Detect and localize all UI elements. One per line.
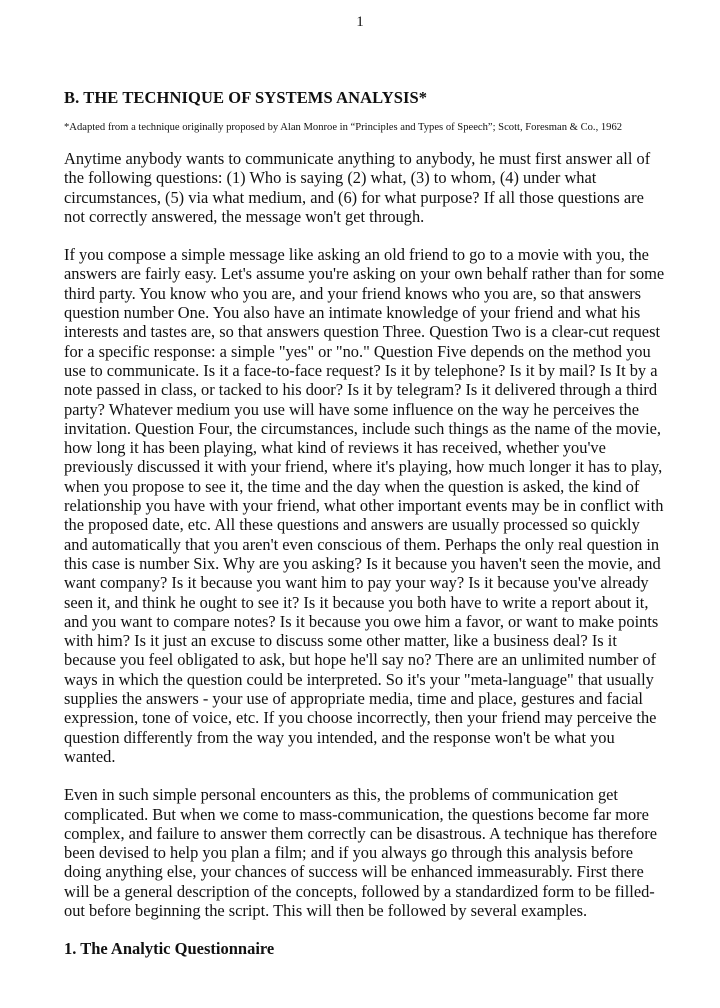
page-number: 1 <box>356 14 364 30</box>
paragraph-intro: Anytime anybody wants to communicate anything to anybody, he must first answer all of the following questions: (1) Who is saying (2) what, (3) to whom, (4) under what circumstances, (5) via what medium, and (6) for what purpose? If all those questions are not correctly answered, the message won't get through. <box>64 149 651 226</box>
footnote: *Adapted from a technique originally proposed by Alan Monroe in “Principles and Types of Speech”; Scott, Foresman & Co., 1962 <box>64 122 623 133</box>
paragraph-mass-communication: Even in such simple personal encounters as this, the problems of communication get complicated. But when we come to mass-communication, the questions become far more complex, and failure to answer them correctly can be disastrous. A technique has therefore been devised to help you plan a film; and if you always go through this analysis before doing anything else, your chances of success will be enhanced immeasurably. First there will be a general description of the concepts, followed by a standardized form to be filled-out before beginning the script. This will then be followed by several examples. <box>64 785 658 920</box>
paragraph-movie-example: If you compose a simple message like asking an old friend to go to a movie with you, the answers are fairly easy. Let's assume you're asking on your own behalf rather than for some third party. You know who you are, and your friend knows who you are, so that answers question number One. You also have an intimate knowledge of your friend and what his interests and tastes are, so that answers question Three. Question Two is a clear-cut request for a specific response: a simple "yes" or "no." Question Five depends on the method you use to communicate. Is it a face-to-face request? Is it by telephone? Is it by mail? Is It by a note passed in class, or tacked to his door? Is it by telegram? Is it delivered through a third party? Whatever medium you use will have some influence on the way he perceives the invitation. Question Four, the circumstances, include such things as the name of the movie, how long it has been playing, what kind of reviews it has received, whether you've previously discussed it with your friend, where it's playing, how much longer it has to play, when you propose to see it, the time and the day when the question is asked, the kind of relationship you have with your friend, what other important events may be in conflict with the proposed date, etc. All these questions and answers are usually processed so quickly and automatically that you aren't even conscious of them. Perhaps the only real question in this case is number Six. Why are you asking? Is it because you haven't seen the movie, and want company? Is it because you want him to pay your way? Is it because you've already seen it, and think he ought to see it? Is it because you both have to write a report about it, and you want to compare notes? Is it because you owe him a favor, or want to make points with him? Is it just an excuse to discuss some other matter, like a business deal? Is it because you feel obligated to ask, but hope he'll say no? There are an unlimited number of ways in which the question could be interpreted. So it's your "meta-language" that usually supplies the answers - your use of appropriate media, time and place, gestures and facial expression, tone of voice, etc. If you choose incorrectly, then your friend may perceive the question differently from the way you intended, and the response won't be what you wanted. <box>64 245 665 766</box>
section-heading: B. THE TECHNIQUE OF SYSTEMS ANALYSIS* <box>64 88 428 107</box>
subsection-heading: 1. The Analytic Questionnaire <box>64 939 275 959</box>
document-body <box>64 88 666 959</box>
